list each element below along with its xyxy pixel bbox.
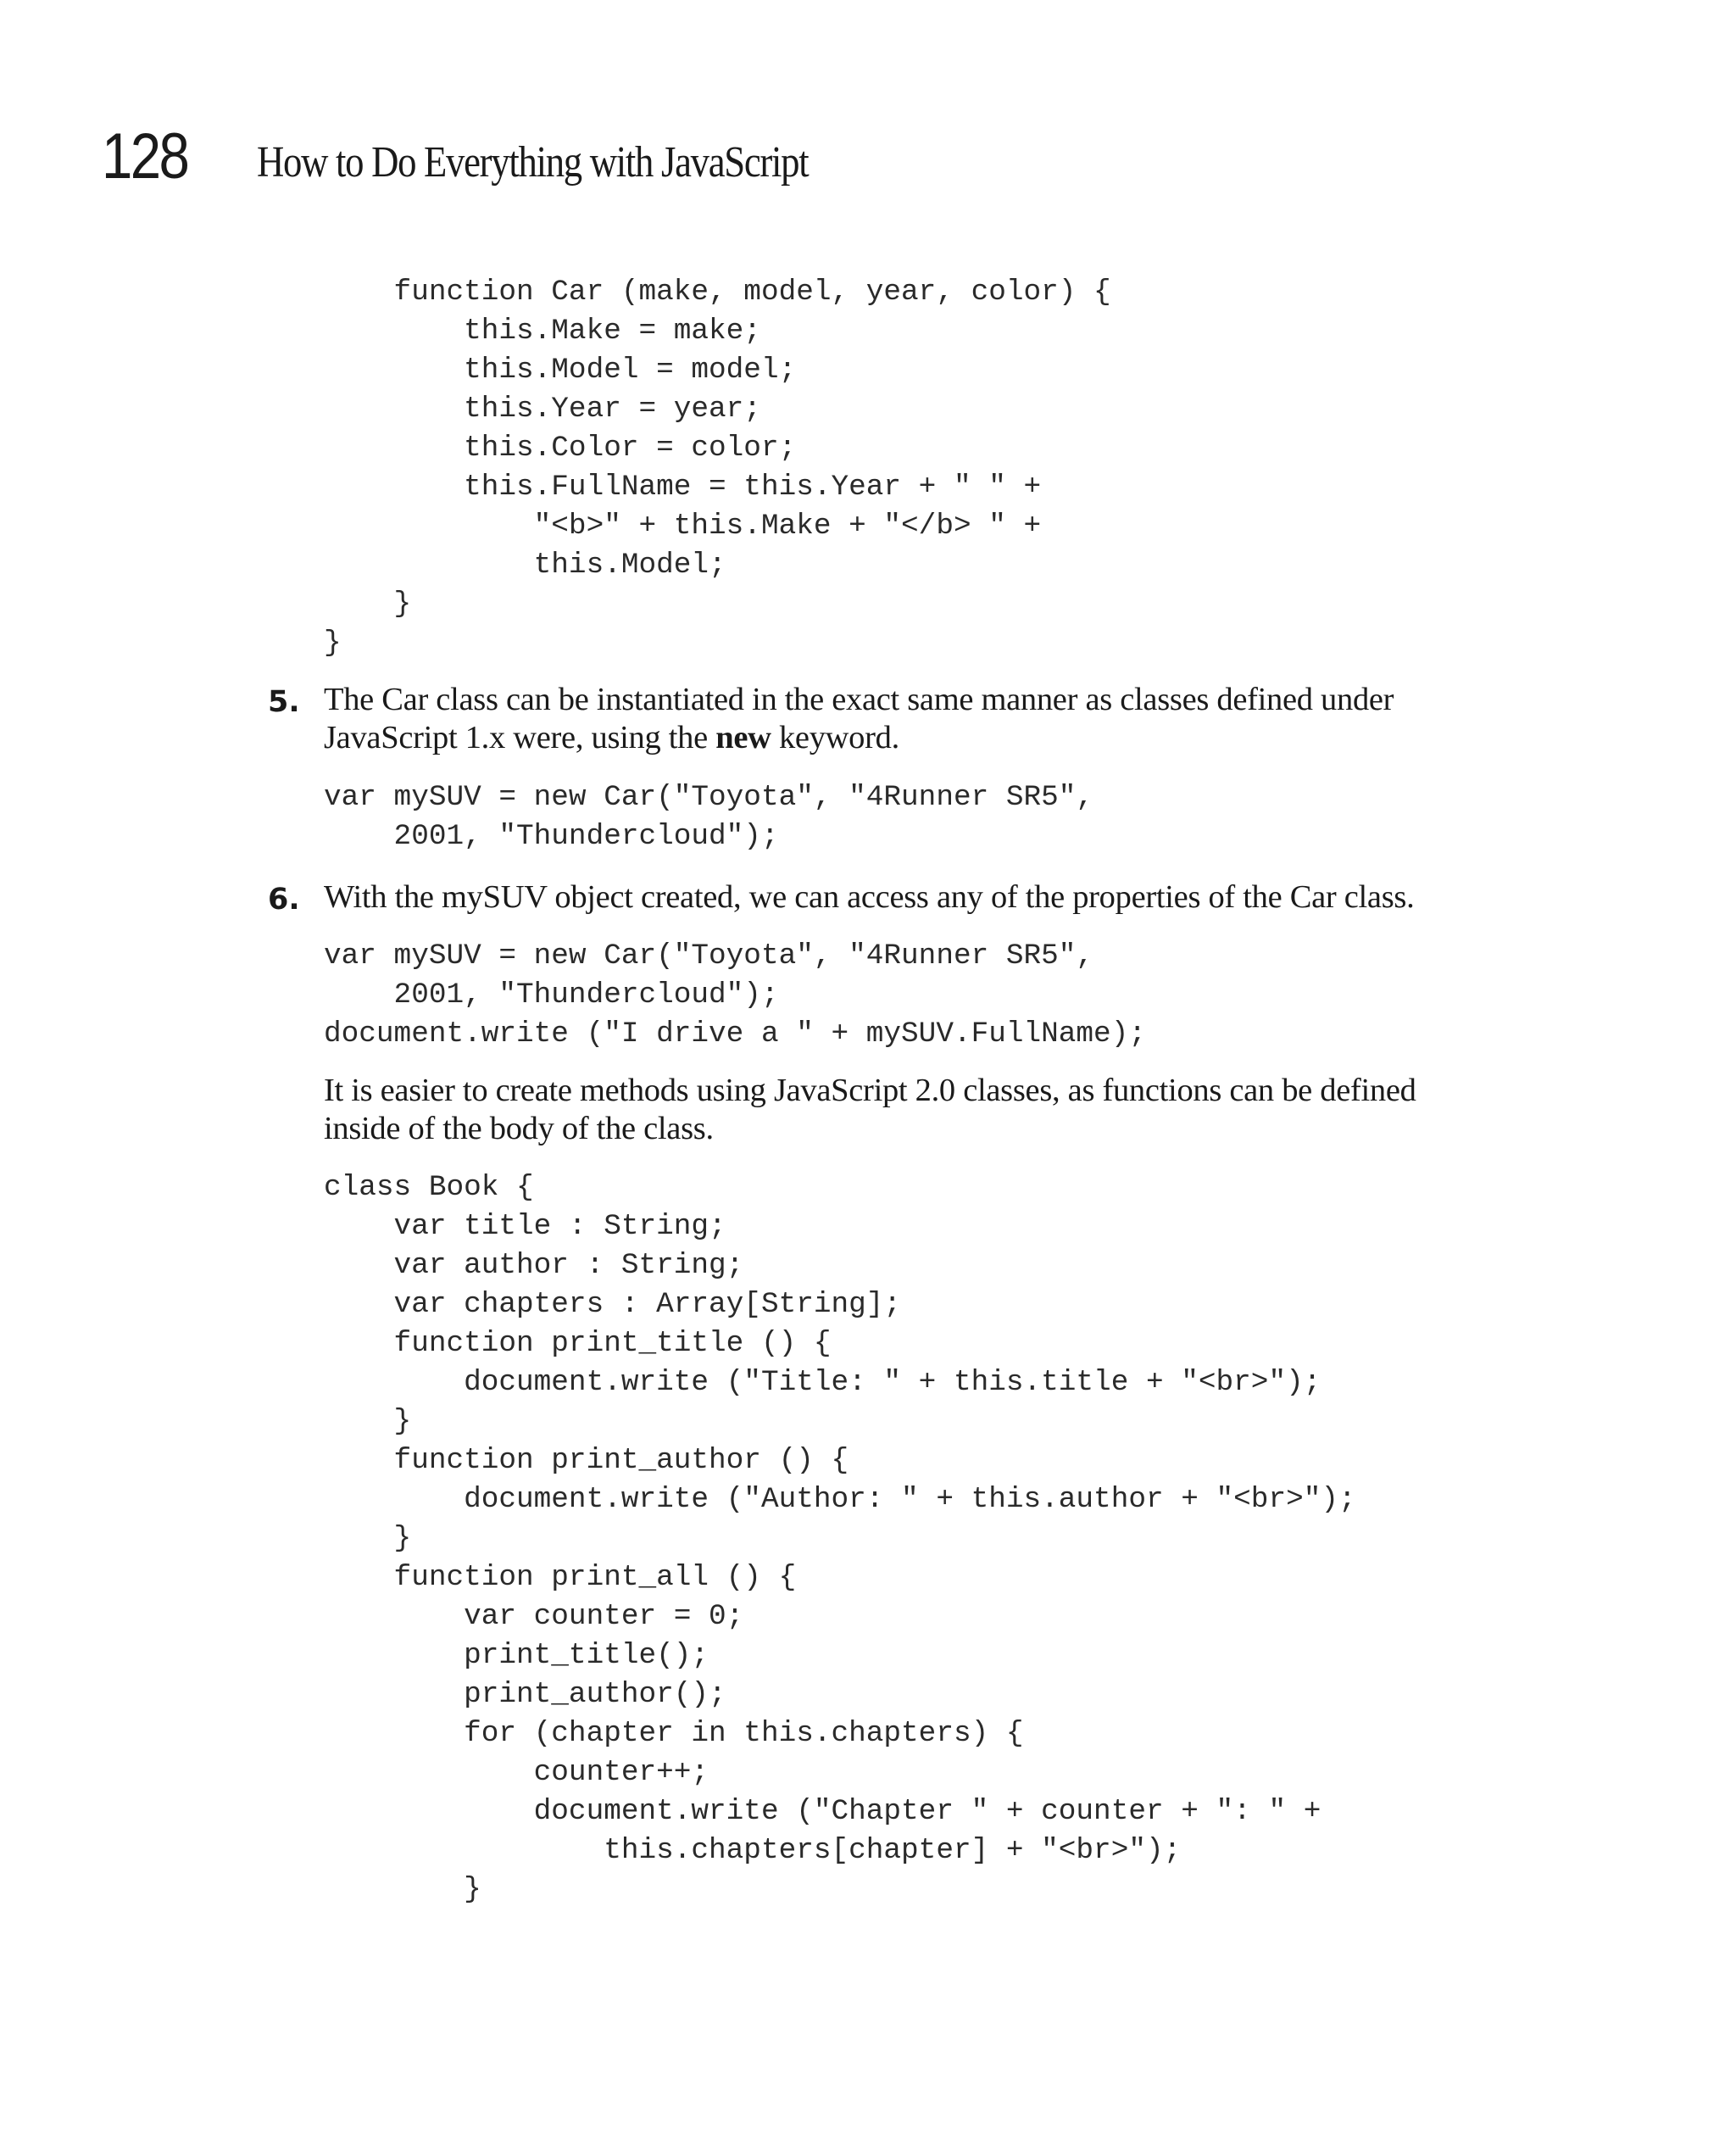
code-block-instantiate: var mySUV = new Car("Toyota", "4Runner SR5", 2001, "Thundercloud"); — [324, 781, 1094, 853]
code-block-access-properties: var mySUV = new Car("Toyota", "4Runner SR5", 2001, "Thundercloud"); document.write ("I drive a " + mySUV.FullName); — [324, 939, 1146, 1051]
new-keyword: new — [715, 720, 771, 755]
code-block-car-function: function Car (make, model, year, color) { this.Make = make; this.Model = model; this.Year = year; this.Color = color; this.FullName = this.Year + " " + "<b>" + this.Make + "</b> " + this.Model; } } — [324, 276, 1111, 660]
page-number: 128 — [102, 120, 188, 192]
running-head: How to Do Everything with JavaScript — [257, 138, 809, 187]
step-5-text-before: The Car class can be instantiated in the exact same manner as classes defined under JavaScript 1.x were, using the — [324, 682, 1394, 755]
step-5-text — [324, 681, 1460, 757]
step-5-text-after: keyword. — [771, 720, 899, 755]
step-6-text: With the mySUV object created, we can access any of the properties of the Car class. — [324, 879, 1415, 915]
code-block-book-class: class Book { var title : String; var author : String; var chapters : Array[String]; function print_title () { document.write ("Title: " + this.title + "<br>"); } function print_author () { document.write ("Author: " + this.author + "<br>"); } function print_all () { var counter = 0; print_title(); print_author(); for (chapter in this.chapters) { counter++; document.write ("Chapter " + counter + ": " + this.chapters[chapter] + "<br>"); } — [324, 1171, 1356, 1906]
step-number-6: 6. — [268, 883, 300, 917]
step-number-5: 5. — [268, 685, 300, 719]
paragraph-methods: It is easier to create methods using JavaScript 2.0 classes, as functions can be defined inside of the body of the class. — [324, 1073, 1416, 1146]
